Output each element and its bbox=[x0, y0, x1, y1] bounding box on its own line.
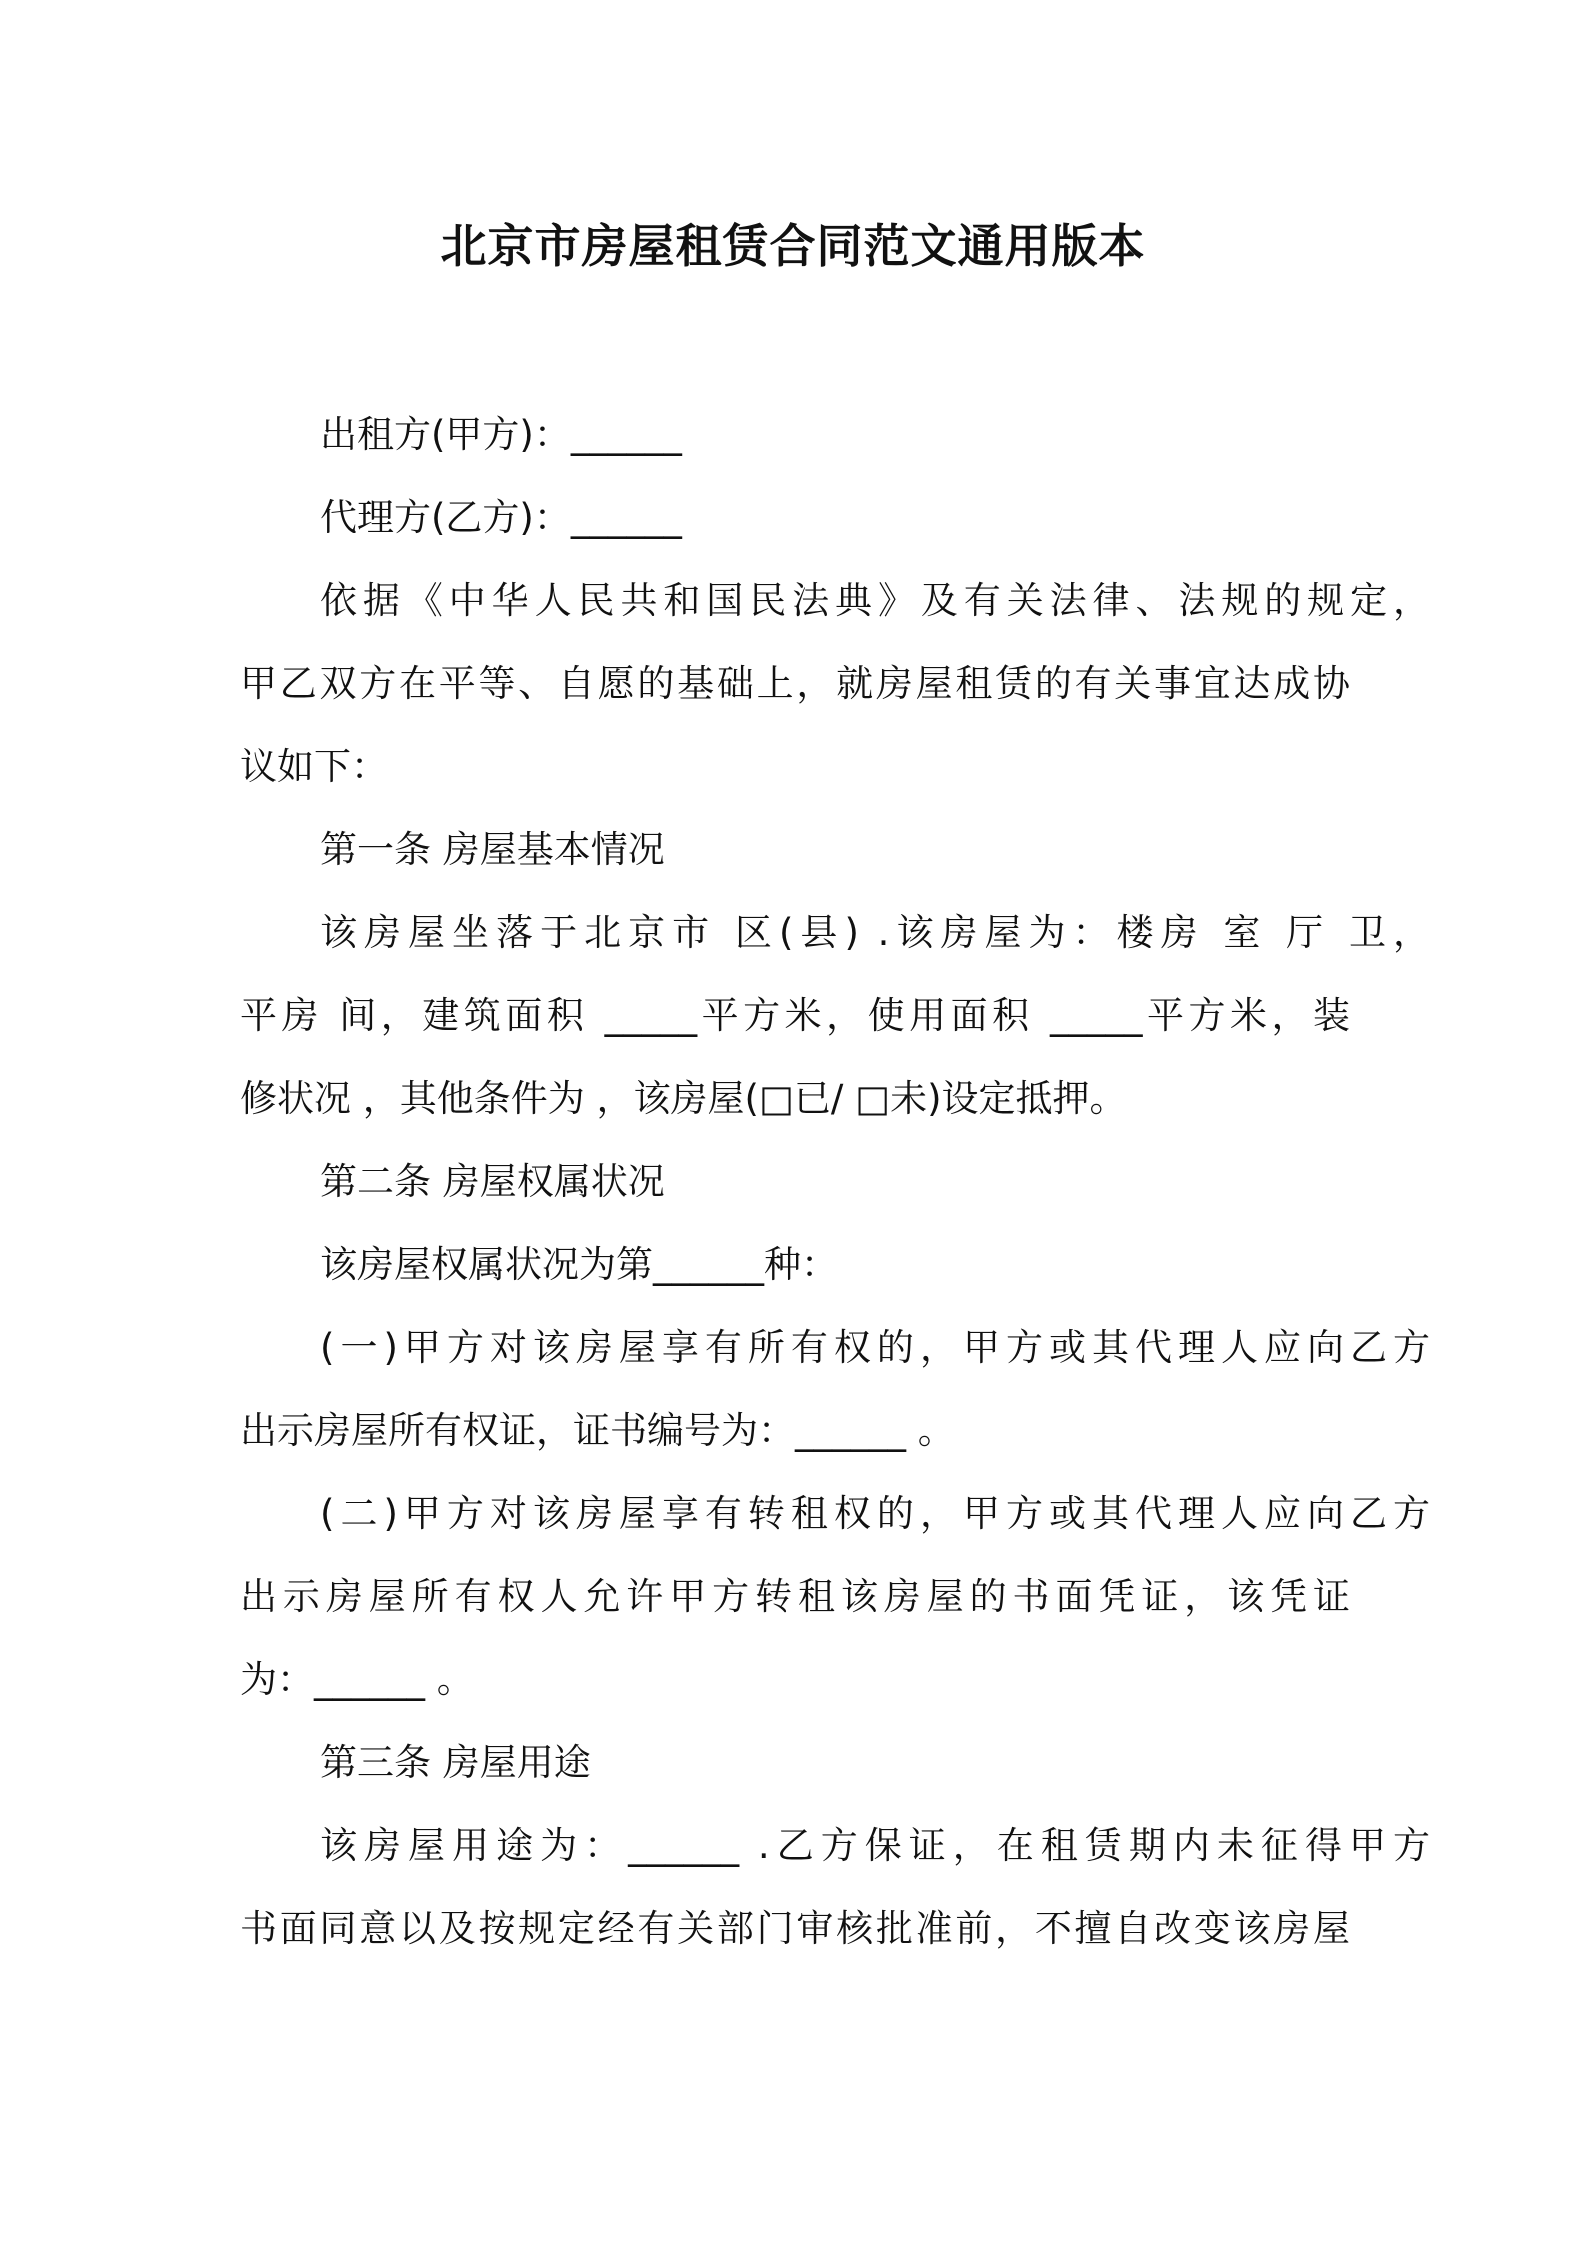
paragraph-line: 为：______ 。 bbox=[240, 1658, 474, 1701]
article-heading: 第二条 房屋权属状况 bbox=[320, 1160, 665, 1203]
paragraph-line: 甲乙双方在平等、自愿的基础上，就房屋租赁的有关事宜达成协 bbox=[240, 662, 1350, 705]
paragraph-line: 平房 间，建筑面积 _____平方米，使用面积 _____平方米，装 bbox=[240, 994, 1350, 1037]
agent-line: 代理方(乙方)：______ bbox=[320, 496, 682, 539]
paragraph-line: 出示房屋所有权人允许甲方转租该房屋的书面凭证，该凭证 bbox=[240, 1575, 1350, 1618]
paragraph-line: 出示房屋所有权证，证书编号为：______ 。 bbox=[240, 1409, 955, 1452]
paragraph-line: 该房屋权属状况为第______种： bbox=[320, 1243, 838, 1286]
article-heading: 第一条 房屋基本情况 bbox=[320, 828, 665, 871]
paragraph-line: 修状况 ，其他条件为 ，该房屋(□已/ □未)设定抵押。 bbox=[240, 1077, 1127, 1120]
lessor-line: 出租方(甲方)：______ bbox=[320, 413, 682, 456]
paragraph-line: 该房屋坐落于北京市 区(县) .该房屋为：楼房 室 厅 卫， bbox=[320, 911, 1430, 954]
paragraph-line: 依据《中华人民共和国民法典》及有关法律、法规的规定， bbox=[320, 579, 1430, 622]
article-heading: 第三条 房屋用途 bbox=[320, 1741, 591, 1784]
paragraph-line: 该房屋用途为：______ .乙方保证，在租赁期内未征得甲方 bbox=[320, 1824, 1430, 1867]
paragraph-line: (二)甲方对该房屋享有转租权的，甲方或其代理人应向乙方 bbox=[320, 1492, 1430, 1535]
document-title: 北京市房屋租赁合同范文通用版本 bbox=[440, 219, 1146, 273]
paragraph-line: (一)甲方对该房屋享有所有权的，甲方或其代理人应向乙方 bbox=[320, 1326, 1430, 1369]
paragraph-line: 书面同意以及按规定经有关部门审核批准前，不擅自改变该房屋 bbox=[240, 1907, 1350, 1950]
paragraph-line: 议如下： bbox=[240, 745, 388, 788]
